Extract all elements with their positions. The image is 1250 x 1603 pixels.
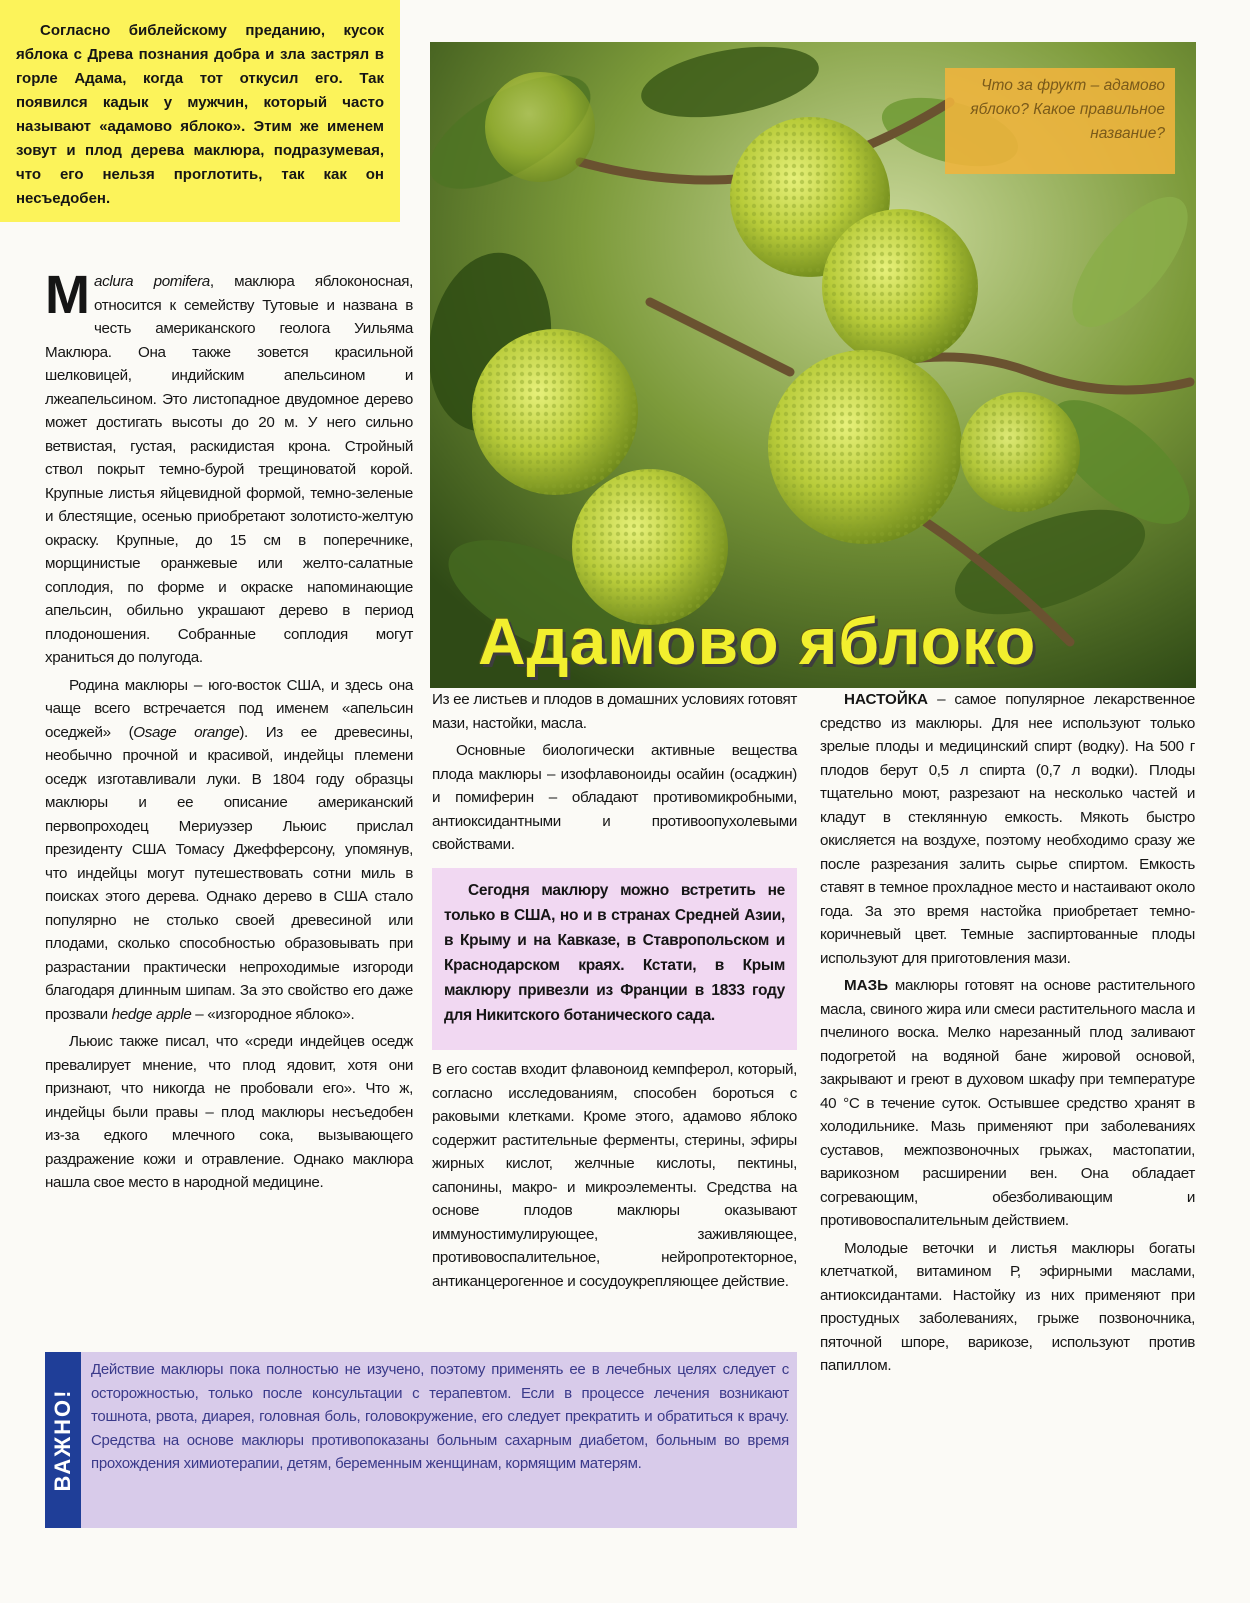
col2-paragraph-2: Основные биологически активные вещества плода маклюры – изофлавоноиды осайин (осаджин) и помиферин – обладают противомикробными, антиоксидантными и противоопухолевыми свойствами.: [432, 742, 797, 853]
photo-caption: Что за фрукт – адамово яблоко? Какое правильное название?: [945, 68, 1175, 174]
osage-orange-term: Osage orange: [133, 723, 240, 741]
important-box: [45, 1352, 797, 1528]
column-3: [820, 688, 1195, 1378]
important-tab: [45, 1352, 81, 1528]
column-2-continued: [432, 1058, 797, 1293]
tincture-paragraph: НАСТОЙКА – самое популярное лекарственное средство из маклюры. Для нее используют только зрелые плоды и медицинский спирт (водку). На 500 г плодов берут 0,5 л спирта (0,7 л водки). Плоды тщательно моют, разрезают на несколько частей и кладут в стеклянную емкость. Мякоть быстро окисляется на воздухе, поэтому необходимо сразу же после разрезания залить сырье спиртом. Емкость ставят в темное прохладное место и настаивают около года. За это время настойка приобретает темно-коричневый цвет. Темные заспиртованные плоды используют для приготовления мази.: [820, 691, 1195, 967]
col1-paragraph-1: Maclura pomifera, маклюра яблоконосная, относится к семейству Тутовые и названа в честь американского геолога Уильяма Маклюра. Она также зовется красильной шелковицей, индийским апельсином и лжеапельсином. Это листопадное двудомное дерево может достигать высоты до 20 м. У него сильно ветвистая, густая, раскидистая крона. Стройный ствол покрыт темно-бурой трещиноватой корой. Крупные листья яйцевидной формой, темно-зеленые и блестящие, осенью приобретают золотисто-желтую окраску. Крупные, до 15 см в поперечнике, морщинистые оранжевые или желто-салатные соплодия, по форме и окраске напоминающие апельсин, обильно украшают дерево в период плодоношения. Собранные соплодия могут храниться до полугода.: [45, 265, 413, 666]
important-label: ВАЖНО!: [50, 1388, 75, 1492]
intro-box: [0, 0, 400, 222]
ointment-heading: МАЗЬ: [844, 977, 889, 994]
fact-text: Сегодня маклюру можно встретить не только в США, но и в странах Средней Азии, в Крыму и на Кавказе, в Ставропольском и Краснодарском краях. Кстати, в Крым маклюру привезли из Франции в 1833 году для Никитского ботанического сада.: [444, 882, 785, 1024]
col1-paragraph-3: Льюис также писал, что «среди индейцев оседж превалирует мнение, что плод ядовит, хотя они признают, что никогда не пробовали его». Что ж, индейцы были правы – плод маклюры несъедобен из-за едкого млечного сока, вызывающего раздражение кожи и отравление. Однако маклюра нашла свое место в народной медицине.: [45, 1033, 413, 1191]
ointment-paragraph: МАЗЬ маклюры готовят на основе растительного масла, свиного жира или смеси растительного масла и пчелиного воска. Мелко нарезанный плод заливают подогретой на водяной бане жировой основой, закрывают и греют в духовом шкафу при температуре 40 °С в течение суток. Остывшее средство хранят в холодильнике. Мазь применяют при заболеваниях суставов, межпозвоночных грыжах, мастопатии, варикозном расширении вен. Она обладает согревающим, обезболивающим и противовоспалительным действием.: [820, 977, 1195, 1229]
intro-text: Согласно библейскому преданию, кусок яблока с Древа познания добра и зла застрял в горле Адама, когда тот откусил его. Так появился кадык у мужчин, который часто называют «адамово яблоко». Этим же именем зовут и плод дерева маклюра, подразумевая, что его нельзя проглотить, так как он несъедобен.: [16, 22, 384, 207]
col2-paragraph-1: Из ее листьев и плодов в домашних условиях готовят мази, настойки, масла.: [432, 691, 797, 732]
latin-name: aclura pomifera: [93, 273, 210, 290]
drop-cap: M: [45, 265, 90, 325]
fact-box: [432, 868, 797, 1050]
hedge-apple-term: hedge apple: [111, 1005, 192, 1023]
column-2: [432, 688, 797, 857]
tincture-heading: НАСТОЙКА: [844, 691, 929, 708]
important-text: Действие маклюры пока полностью не изучено, поэтому применять ее в лечебных целях следует с осторожностью, только после консультации с терапевтом. Если в процессе лечения возникают тошнота, рвота, диарея, головная боль, головокружение, его следует прекратить и обратиться к врачу. Средства на основе маклюры противопоказаны больным сахарным диабетом, больным во время прохождения химиотерапии, детям, беременным женщинам, кормящим матерям.: [91, 1361, 789, 1472]
col2-paragraph-3: В его состав входит флавоноид кемпферол, который, согласно исследованиям, способен бороться с раковыми клетками. Кроме этого, адамово яблоко содержит растительные ферменты, стерины, эфиры жирных кислот, желчные кислоты, пектины, сапонины, макро- и микроэлементы. Средства на основе плодов маклюры оказывают иммуностимулирующее, заживляющее, противовоспалительное, нейропротекторное, антиканцерогенное и сосудоукрепляющее действие.: [432, 1061, 797, 1290]
column-1: [45, 265, 413, 1195]
branches-paragraph: Молодые веточки и листья маклюры богаты клетчаткой, витамином Р, эфирными маслами, антиоксидантами. Настойку из них применяют при простудных заболеваниях, грыже позвоночника, пяточной шпоре, варикозе, используют против папиллом.: [820, 1239, 1195, 1374]
article-title: Адамово яблоко: [478, 604, 1037, 678]
col1-paragraph-2: Родина маклюры – юго-восток США, и здесь она чаще всего встречается под именем «апельсин оседжей» (Osage orange). Из ее древесины, необычно прочной и красивой, индейцы племени оседж изготавливали луки. В 1804 году образцы маклюры и ее описание американский первопроходец Мериуэзер Льюис прислал президенту США Томасу Джефферсону, упомянув, что индейцы могут путешествовать сотни миль в поисках этого дерева. Однако дерево в США стало популярно не столько своей древесиной или плодами, сколько способностью образовывать при разрастании практически непроходимые изгороди благодаря длинным шипам. За это свойство его даже прозвали hedge apple – «изгородное яблоко».: [45, 676, 413, 1023]
